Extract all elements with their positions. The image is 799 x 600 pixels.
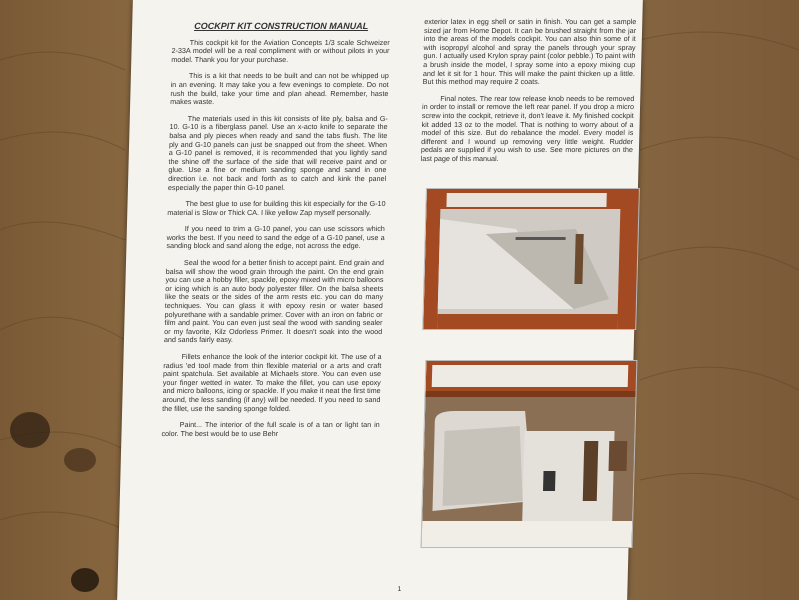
cockpit-photo-top <box>422 188 640 330</box>
paragraph: Paint... The interior of the full scale is of a tan or light tan in color. The best would be to use Behr <box>161 420 380 438</box>
paragraph: The best glue to use for building this kit especially for the G-10 material is Slow or Thick CA. I like yellow Zap myself personally. <box>167 199 386 217</box>
paragraph: Seal the wood for a better finish to accept paint. End grain and balsa will show the wood grain through the paint. On the end grain you can use a hobby filler, spackle, epoxy mixed with micro balloons or icing which is an auto body polyester filler. On the balsa sheets like the seats or the sides of the arm rests etc. you can do many techniques. You can glass it with epoxy resin or water based polyurethane with a sandable primer. Cover with an iron on fabric or film and paint. You can even just seal the wood with sanding sealer or my favorite, Kilz Odorless Primer. It doesn't soak into the wood and sands fairly easy. <box>163 258 385 345</box>
paragraph: Final notes. The rear tow release knob needs to be removed in order to install or remove the left rear panel. If you drop a micro screw into the cockpit, retrieve it, don't leave it. My finished cockpit kit added 13 oz to the model. That is nothing to worry about of a model of this size. But do rebalance the model. Every model is different and I wound up removing very little weight. Rudder pedals are supplied if you wish to use. See more pictures on the last page of this manual. <box>420 93 635 163</box>
paragraph: exterior latex in egg shell or satin in finish. You can get a sample sized jar from Home Depot. It can be brushed straight from the jar into the areas of the models cockpit. You can also thin some of it with isopropyl alcohol and spray the panels through your spray gun. I actually used Krylon spray paint (color pebble.) To paint with a brush inside the model, I spray some into a epoxy mixing cup and let it sit for 1 hour. This will make the paint thicken up a little. But this method may require 2 coats. <box>422 17 637 87</box>
paragraph: This is a kit that needs to be built and can not be whipped up in an evening. It may take you a few evenings to complete. Do not rush the build, take your time and plan ahead. Remember, haste makes waste. <box>170 71 389 107</box>
left-text-column <box>161 22 390 446</box>
right-text-column <box>420 18 636 172</box>
paragraph: This cockpit kit for the Aviation Concepts 1/3 scale Schweizer 2-33A model will be a real compliment with or without pilots in your model. Thank you for your purchase. <box>171 37 390 64</box>
manual-page <box>117 0 643 600</box>
paragraph: Fillets enhance the look of the interior cockpit kit. The use of a radius 'ed tool made from thin flexible material or a arts and craft paint spatchula. Set available at Michaels store. You can even use your finger wetted in water. To make the fillet, you can use epoxy and micro balloons, icing or spackle. If you make it neat the first time around, the less sanding (if any) will be needed. If you need to sand the fillet, use the sanding sponge folded. <box>162 352 382 413</box>
paragraph: The materials used in this kit consists of lite ply, balsa and G-10. G-10 is a fiberglass panel. Use an x-acto knife to separate the balsa and ply pieces when ready and sand the tabs flush. The lite ply and G-10 panels can just be snapped out from the sheet. When a G-10 panel is removed, it is recommended that you lightly sand the shine off the surface of the side that will receive paint and or glue. Use a fine or medium sanding sponge and sand in one direction i.e. not back and forth as to catch and kink the panel especially the paper thin G-10 panel. <box>167 113 388 192</box>
paragraph: If you need to trim a G-10 panel, you can use scissors which works the best. If you need to sand the edge of a G-10 panel, use a sanding block and sand along the edge, not across the edge. <box>166 224 385 251</box>
manual-title: COCKPIT KIT CONSTRUCTION MANUAL <box>194 21 369 31</box>
page-number: 1 <box>397 586 402 593</box>
cockpit-photo-bottom <box>421 360 638 548</box>
